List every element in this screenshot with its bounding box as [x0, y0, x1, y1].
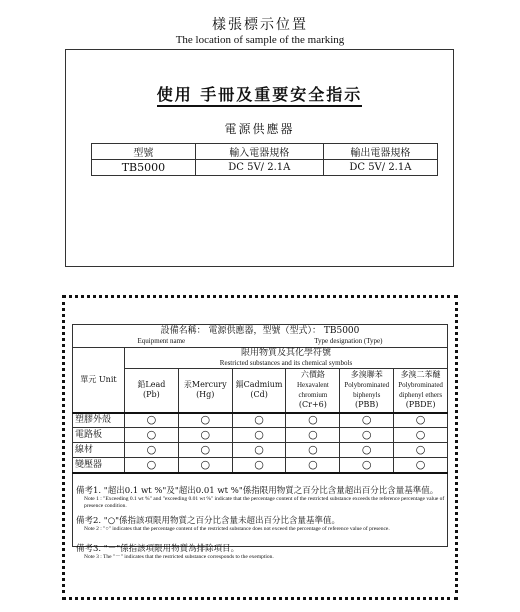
- compliance-mark: ○: [125, 443, 179, 458]
- manual-cover-box: [65, 49, 454, 267]
- marking-location-title-zh: 樣張標示位置: [212, 17, 308, 33]
- compliance-mark: ○: [340, 428, 394, 443]
- restricted-header-en: Restricted substances and its chemical symbols: [219, 359, 353, 367]
- compliance-mark: ○: [286, 458, 340, 473]
- compliance-mark: ○: [394, 443, 448, 458]
- compliance-mark: ○: [394, 458, 448, 473]
- spec-input: DC 5V/ 2.1A: [195, 160, 323, 176]
- substance-header: 汞Mercury (Hg): [178, 369, 232, 413]
- type-designation-en: Type designation (Type): [314, 337, 383, 345]
- compliance-mark: ○: [125, 458, 179, 473]
- substance-header: 鉛Lead (Pb): [125, 369, 179, 413]
- compliance-mark: ○: [232, 458, 286, 473]
- unit-header: 單元 Unit: [73, 348, 125, 413]
- substance-header: 鎘Cadmium (Cd): [232, 369, 286, 413]
- note-1: 備考1. "超出0.1 wt %"及"超出0.01 wt %"係指限用物質之百分比含量超出百分比含量基準值。 Note 1 : "Exceeding 0.1 wt %" and "exceeding 0.01 wt %" indicate that the percentage content of the restricted substance exceeds the reference percentage value of presence condition.: [76, 486, 445, 509]
- compliance-mark: ○: [394, 428, 448, 443]
- equipment-name-en: Equipment name: [137, 337, 186, 345]
- equipment-line: 設備名稱： 電源供應器，型號（型式）： TB5000: [160, 326, 360, 336]
- compliance-mark: ○: [125, 428, 179, 443]
- substance-header: 六價鉻 Hexavalent chromium (Cr+6): [286, 369, 340, 413]
- marking-location-title-en: The location of sample of the marking: [175, 34, 345, 46]
- spec-output: DC 5V/ 2.1A: [323, 160, 437, 176]
- spec-table: [91, 143, 438, 176]
- manual-title: 使用 手冊及重要安全指示: [66, 82, 453, 105]
- substance-header: 多溴二苯醚 Polybrominated diphenyl ethers (PBDE): [394, 369, 448, 413]
- compliance-mark: ○: [178, 413, 232, 428]
- spec-header-model: 型號: [92, 144, 196, 160]
- unit-name: 塑膠外殼: [73, 413, 125, 428]
- spec-model: TB5000: [92, 160, 196, 176]
- compliance-mark: ○: [340, 443, 394, 458]
- compliance-mark: ○: [340, 413, 394, 428]
- spec-header-output: 輸出電器規格: [323, 144, 437, 160]
- compliance-mark: ○: [394, 413, 448, 428]
- spec-header-input: 輸入電器規格: [195, 144, 323, 160]
- rohs-table: [72, 324, 448, 547]
- unit-row: [73, 443, 448, 458]
- note-2: 備考2. "○"係指該項限用物質之百分比含量未超出百分比含量基準值。 Note 2 : "○" indicates that the percentage content of the restricted substance does not exceed the percentage of reference value of presence.: [76, 516, 390, 532]
- compliance-mark: ○: [286, 428, 340, 443]
- compliance-mark: ○: [232, 413, 286, 428]
- substance-header: 多溴聯苯 Polybrominated biphenyls (PBB): [340, 369, 394, 413]
- compliance-mark: ○: [340, 458, 394, 473]
- compliance-mark: ○: [232, 443, 286, 458]
- unit-name: 變壓器: [73, 458, 125, 473]
- compliance-mark: ○: [178, 458, 232, 473]
- unit-row: [73, 458, 448, 473]
- product-name: 電源供應器: [224, 122, 295, 136]
- unit-name: 線材: [73, 443, 125, 458]
- unit-row: [73, 413, 448, 428]
- compliance-mark: ○: [286, 443, 340, 458]
- restricted-header-zh: 限用物質及其化學符號: [240, 348, 331, 358]
- unit-row: [73, 428, 448, 443]
- unit-name: 電路板: [73, 428, 125, 443]
- compliance-mark: ○: [232, 428, 286, 443]
- note-3: 備考3. "－"係指該項限用物質為排除項目。 Note 3 : The "－" indicates that the restricted substance corresponds to the exemption.: [76, 544, 274, 560]
- compliance-mark: ○: [178, 428, 232, 443]
- compliance-mark: ○: [125, 413, 179, 428]
- compliance-mark: ○: [178, 443, 232, 458]
- compliance-mark: ○: [286, 413, 340, 428]
